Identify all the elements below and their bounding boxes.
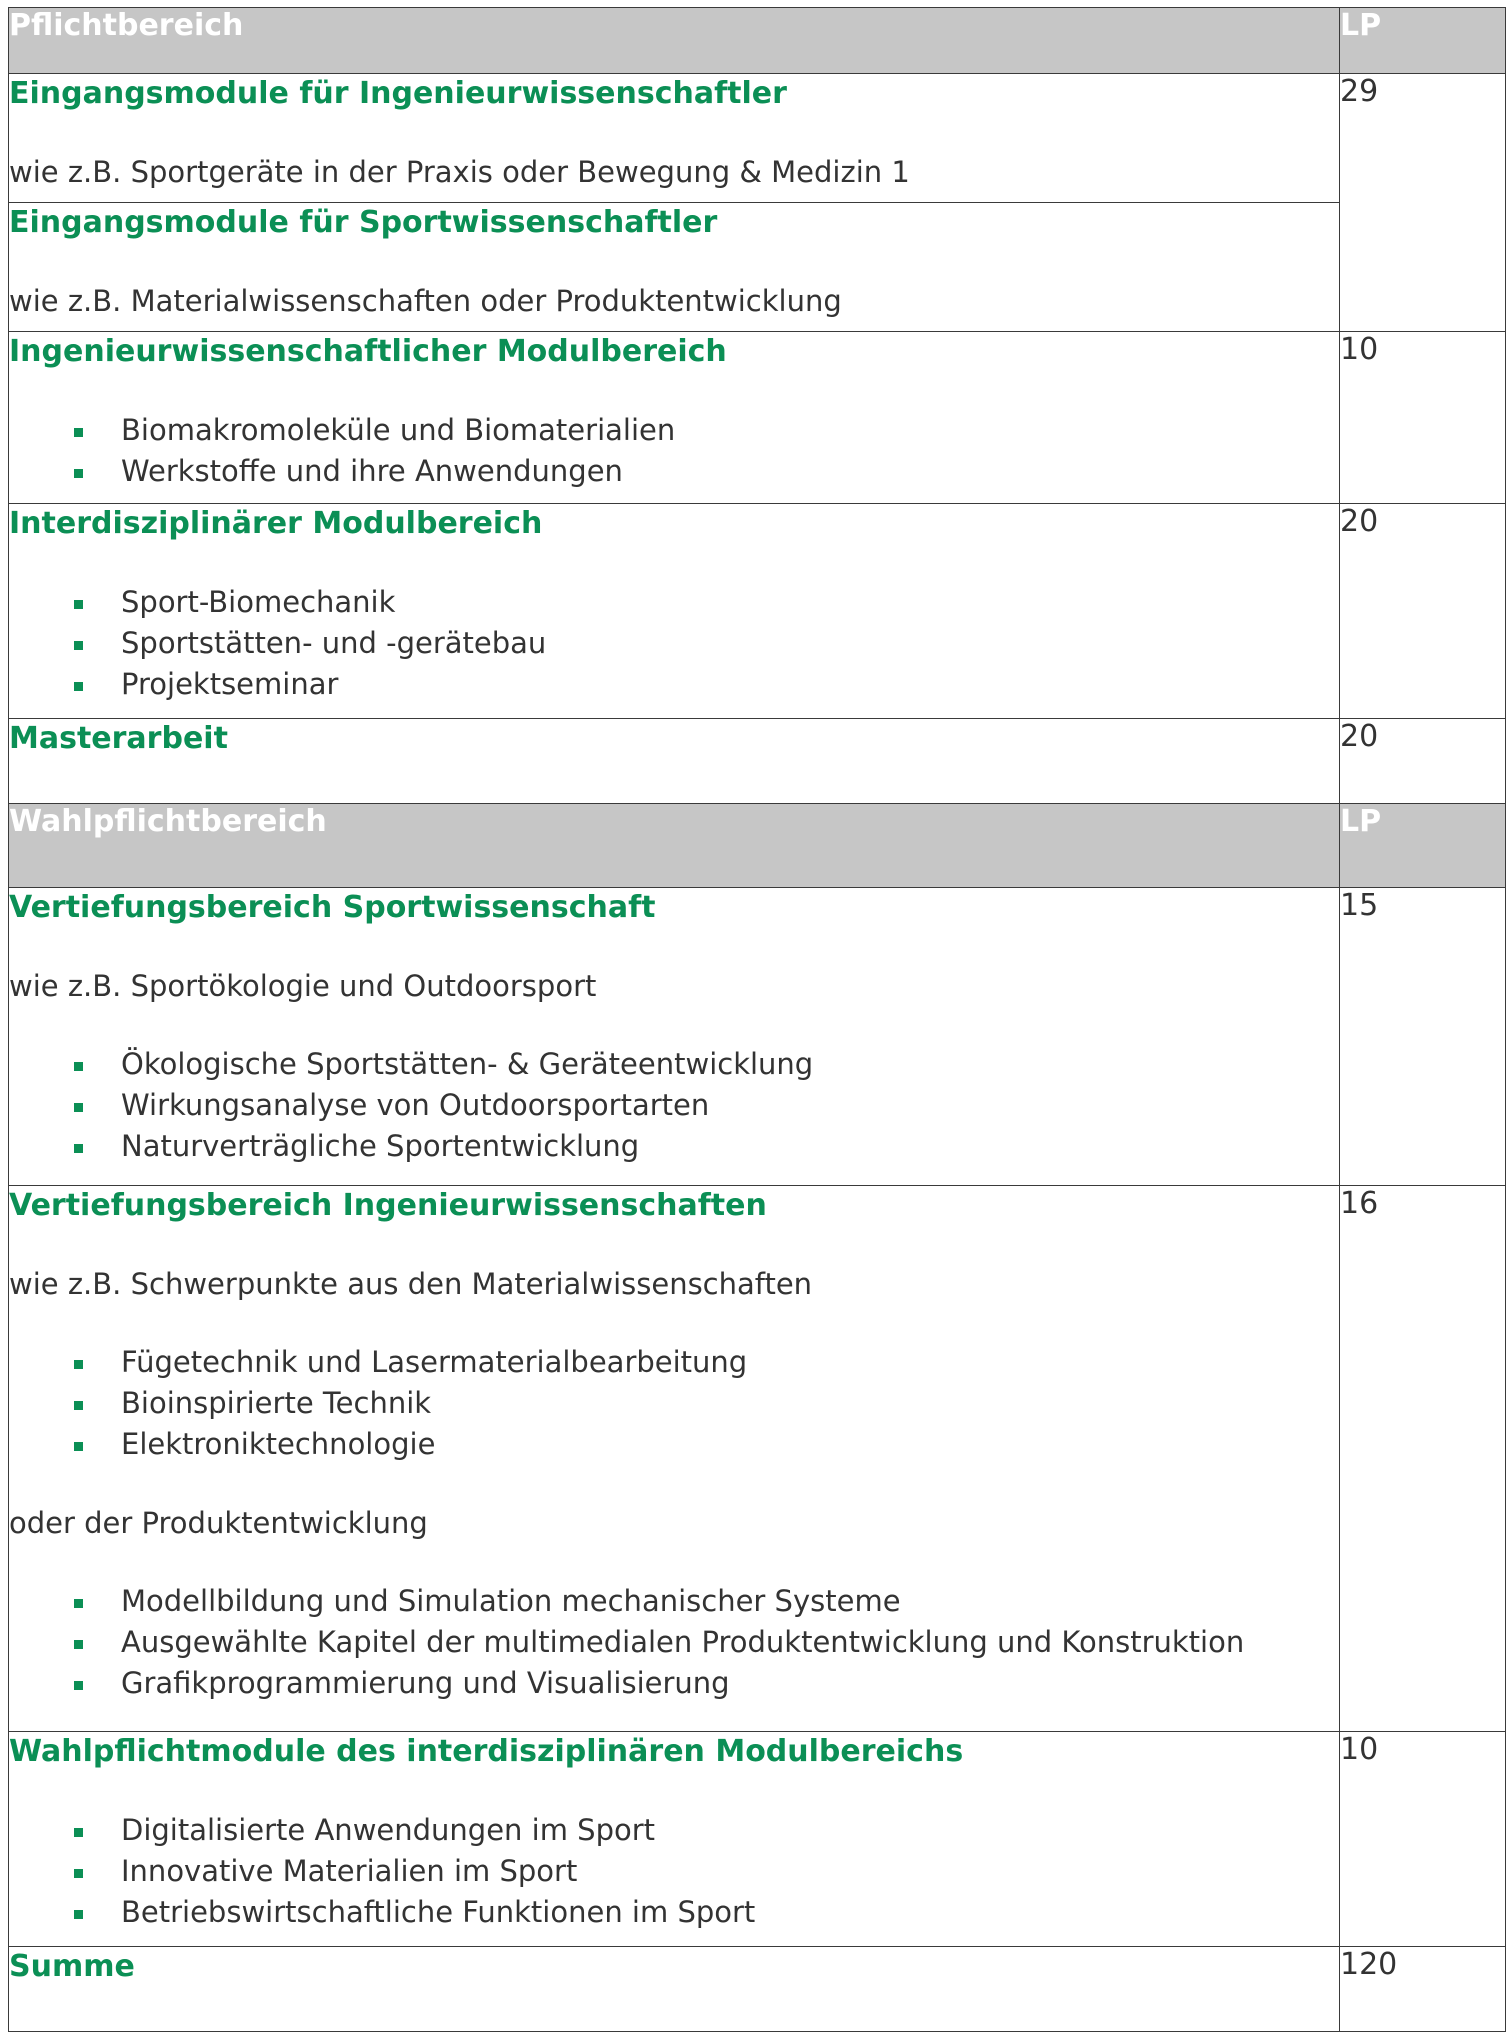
lp-value: 20: [1340, 718, 1506, 803]
module-title: Masterarbeit: [9, 720, 228, 756]
lp-value: 10: [1340, 331, 1506, 503]
table-row: [9, 1732, 1506, 1947]
module-cell: [9, 1947, 1340, 2032]
module-description: wie z.B. Sportgeräte in der Praxis oder Bewegung & Medizin 1: [9, 155, 910, 190]
lp-column-header: LP: [1340, 8, 1506, 74]
module-table: [8, 7, 1506, 2032]
table-row-summe: [9, 1947, 1506, 2032]
module-description: oder der Produktentwicklung: [9, 1506, 428, 1541]
module-title: Vertiefungsbereich Sportwissenschaft: [9, 890, 656, 926]
table-row: [9, 202, 1506, 331]
list-item: Bioinspirierte Technik: [9, 1383, 1339, 1424]
table-row: [9, 331, 1506, 503]
module-list: [9, 1581, 1339, 1704]
section-header-wahlpflichtbereich: [9, 803, 1506, 888]
module-cell: [9, 1186, 1340, 1732]
section-title: Pflichtbereich: [9, 8, 1340, 74]
lp-value: 10: [1340, 1732, 1506, 1947]
table-row: [9, 74, 1506, 203]
module-cell: [9, 74, 1340, 203]
module-description: wie z.B. Schwerpunkte aus den Materialwissenschaften: [9, 1267, 813, 1302]
list-item: Fügetechnik und Lasermaterialbearbeitung: [9, 1342, 1339, 1383]
lp-total-value: 120: [1340, 1947, 1506, 2032]
list-item: Elektroniktechnologie: [9, 1424, 1339, 1465]
list-item: Naturverträgliche Sportentwicklung: [9, 1126, 1339, 1167]
module-description: wie z.B. Sportökologie und Outdoorsport: [9, 969, 597, 1004]
module-cell: [9, 888, 1340, 1186]
module-list: [9, 410, 1339, 492]
module-list: [9, 582, 1339, 705]
module-cell: [9, 1732, 1340, 1947]
module-description: wie z.B. Materialwissenschaften oder Produktentwicklung: [9, 283, 842, 318]
module-cell: [9, 331, 1340, 503]
table-row: [9, 888, 1506, 1186]
lp-value: 29: [1340, 74, 1506, 332]
sum-title: Summe: [9, 1949, 135, 1985]
list-item: Sportstätten- und -gerätebau: [9, 623, 1339, 664]
list-item: Werkstoffe und ihre Anwendungen: [9, 451, 1339, 492]
lp-value: 20: [1340, 503, 1506, 718]
list-item: Innovative Materialien im Sport: [9, 1851, 1339, 1892]
lp-value: 16: [1340, 1186, 1506, 1732]
table-row: [9, 503, 1506, 718]
list-item: Wirkungsanalyse von Outdoorsportarten: [9, 1085, 1339, 1126]
list-item: Sport-Biomechanik: [9, 582, 1339, 623]
list-item: Ökologische Sportstätten- & Geräteentwicklung: [9, 1044, 1339, 1085]
module-title: Eingangsmodule für Ingenieurwissenschaftler: [9, 76, 787, 112]
module-cell: [9, 202, 1340, 331]
section-title: Wahlpflichtbereich: [9, 803, 1340, 888]
module-list: [9, 1810, 1339, 1933]
module-title: Ingenieurwissenschaftlicher Modulbereich: [9, 333, 727, 369]
lp-value: 15: [1340, 888, 1506, 1186]
module-cell: [9, 503, 1340, 718]
list-item: Projektseminar: [9, 664, 1339, 705]
list-item: Grafikprogrammierung und Visualisierung: [9, 1663, 1339, 1704]
module-title: Eingangsmodule für Sportwissenschaftler: [9, 204, 718, 240]
module-title: Interdisziplinärer Modulbereich: [9, 505, 543, 541]
list-item: Biomakromoleküle und Biomaterialien: [9, 410, 1339, 451]
module-list: [9, 1044, 1339, 1167]
module-title: Wahlpflichtmodule des interdisziplinären Modulbereichs: [9, 1734, 964, 1770]
module-title: Vertiefungsbereich Ingenieurwissenschaften: [9, 1188, 767, 1224]
module-cell: [9, 718, 1340, 803]
list-item: Digitalisierte Anwendungen im Sport: [9, 1810, 1339, 1851]
lp-column-header: LP: [1340, 803, 1506, 888]
list-item: Betriebswirtschaftliche Funktionen im Sport: [9, 1892, 1339, 1933]
table-row: [9, 1186, 1506, 1732]
list-item: Modellbildung und Simulation mechanischer Systeme: [9, 1581, 1339, 1622]
section-header-pflichtbereich: [9, 8, 1506, 74]
table-row: [9, 718, 1506, 803]
list-item: Ausgewählte Kapitel der multimedialen Produktentwicklung und Konstruktion: [9, 1622, 1339, 1663]
module-list: [9, 1342, 1339, 1465]
